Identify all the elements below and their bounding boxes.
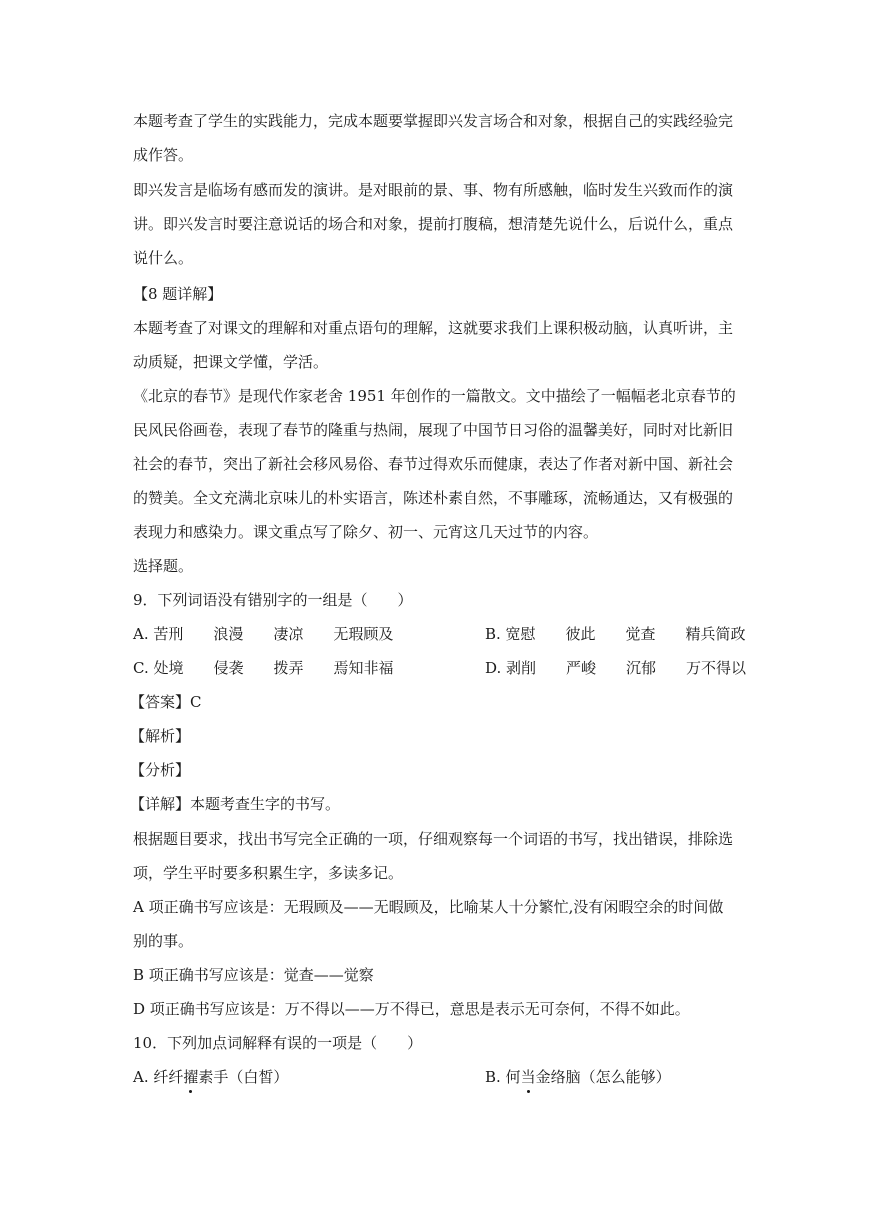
paragraph-line: 本题考查了学生的实践能力，完成本题要掌握即兴发言场合和对象，根据自己的实践经验完 — [133, 112, 734, 130]
q10-a-before: A. 纤纤 — [133, 1068, 184, 1086]
q10-option-a — [133, 1067, 288, 1087]
paragraph-line: 本题考查了对课文的理解和对重点语句的理解，这就要求我们上课积极动脑，认真听讲，主 — [133, 319, 734, 337]
q10-b-dotted-char: 当 — [520, 1068, 536, 1086]
detail-line: 【详解】本题考查生字的书写。 — [130, 795, 341, 813]
q10-b-after: 金络脑（怎么能够） — [535, 1068, 671, 1086]
q10-option-b — [485, 1067, 671, 1087]
q10-a-dotted-char: 擢 — [183, 1068, 199, 1086]
paragraph-line: 成作答。 — [133, 146, 194, 164]
q9-option-d: D. 剥削 严峻 沉郁 万不得以 — [485, 659, 747, 677]
paragraph-line: B 项正确书写应该是：觉查——觉察 — [133, 966, 374, 984]
paragraph-line: 别的事。 — [133, 932, 194, 950]
paragraph-line: 动质疑，把课文学懂，学活。 — [133, 353, 329, 371]
q9-option-c: C. 处境 侵袭 拨弄 焉知非福 — [133, 659, 394, 677]
analysis-subheading: 【分析】 — [130, 761, 191, 779]
q9-option-b: B. 宽慰 彼此 觉查 精兵简政 — [485, 625, 746, 643]
paragraph-line: 讲。即兴发言时要注意说话的场合和对象，提前打腹稿，想清楚先说什么，后说什么，重点 — [133, 215, 734, 233]
paragraph-line: D 项正确书写应该是：万不得以——万不得已，意思是表示无可奈何，不得不如此。 — [133, 1000, 690, 1018]
paragraph-line: A 项正确书写应该是：无瑕顾及——无暇顾及，比喻某人十分繁忙,没有闲暇空余的时间做 — [133, 898, 724, 916]
paragraph-line: 说什么。 — [133, 249, 194, 267]
paragraph-line: 即兴发言是临场有感而发的演讲。是对眼前的景、事、物有所感触，临时发生兴致而作的演 — [133, 181, 734, 199]
paragraph-line: 社会的春节，突出了新社会移风易俗、春节过得欢乐而健康，表达了作者对新中国、新社会 — [133, 455, 734, 473]
paragraph-line: 民风民俗画卷，表现了春节的隆重与热闹，展现了中国节日习俗的温馨美好，同时对比新旧 — [133, 421, 734, 439]
paragraph-line: 的赞美。全文充满北京味儿的朴实语言，陈述朴素自然，不事雕琢，流畅通达，又有极强的 — [133, 489, 734, 507]
section-heading: 【8 题详解】 — [133, 285, 223, 303]
paragraph-line: 表现力和感染力。课文重点写了除夕、初一、元宵这几天过节的内容。 — [133, 523, 599, 541]
paragraph-line: 《北京的春节》是现代作家老舍 1951 年创作的一篇散文。文中描绘了一幅幅老北京春节的 — [133, 387, 736, 405]
analysis-heading: 【解析】 — [130, 727, 191, 745]
paragraph-line: 根据题目要求，找出书写完全正确的一项，仔细观察每一个词语的书写，找出错误，排除选 — [133, 830, 734, 848]
q9-option-a: A. 苦刑 浪漫 凄凉 无瑕顾及 — [133, 625, 394, 643]
q10-b-before: B. 何 — [485, 1068, 521, 1086]
question-10-title: 10．下列加点词解释有误的一项是（ ） — [133, 1034, 423, 1052]
question-9-title: 9．下列词语没有错别字的一组是（ ） — [133, 591, 413, 609]
answer-line: 【答案】C — [130, 693, 202, 711]
paragraph-line: 选择题。 — [133, 557, 194, 575]
paragraph-line: 项，学生平时要多积累生字，多读多记。 — [133, 864, 404, 882]
q10-a-after: 素手（白皙） — [198, 1068, 289, 1086]
